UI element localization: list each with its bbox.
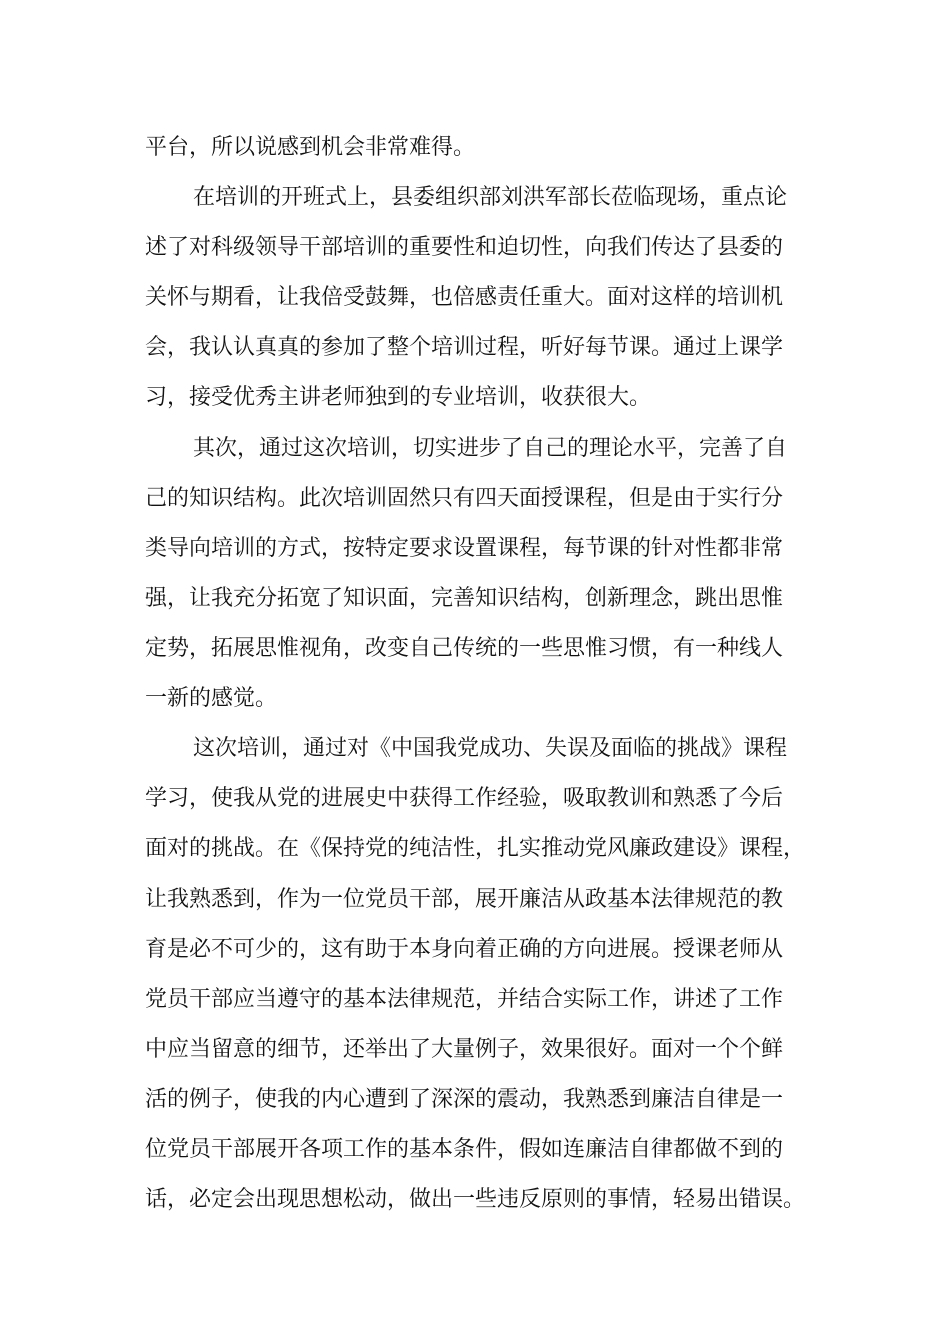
text-line: 话，必定会出现思想松动，做出一些违反原则的事情，轻易出错误。 bbox=[145, 1187, 806, 1212]
text-line: 类导向培训的方式，按特定要求设置课程，每节课的针对性都非常 bbox=[145, 536, 784, 561]
text-line: 会，我认认真真的参加了整个培训过程，听好每节课。通过上课学 bbox=[145, 335, 784, 360]
paragraph-first-line: 其次，通过这次培训，切实进步了自己的理论水平，完善了自 bbox=[193, 436, 788, 461]
text-line: 位党员干部展开各项工作的基本条件，假如连廉洁自律都做不到的 bbox=[145, 1137, 784, 1162]
paragraph-first-line: 在培训的开班式上，县委组织部刘洪军部长莅临现场，重点论 bbox=[193, 185, 788, 210]
text-line: 活的例子，使我的内心遭到了深深的震动，我熟悉到廉洁自律是一 bbox=[145, 1087, 784, 1112]
text-line: 习，接受优秀主讲老师独到的专业培训，收获很大。 bbox=[145, 385, 652, 410]
text-line: 平台，所以说感到机会非常难得。 bbox=[145, 135, 476, 160]
text-line: 面对的挑战。在《保持党的纯洁性，扎实推动党风廉政建设》课程， bbox=[145, 836, 806, 861]
text-line: 党员干部应当遵守的基本法律规范，并结合实际工作，讲述了工作 bbox=[145, 987, 784, 1012]
text-line: 让我熟悉到，作为一位党员干部，展开廉洁从政基本法律规范的教 bbox=[145, 887, 784, 912]
text-line: 关怀与期看，让我倍受鼓舞，也倍感责任重大。面对这样的培训机 bbox=[145, 285, 784, 310]
paragraph-first-line: 这次培训，通过对《中国我党成功、失误及面临的挑战》课程 bbox=[193, 736, 788, 761]
text-line: 一新的感觉。 bbox=[145, 686, 278, 711]
text-line: 学习，使我从党的进展史中获得工作经验，吸取教训和熟悉了今后 bbox=[145, 786, 784, 811]
text-line: 己的知识结构。此次培训固然只有四天面授课程，但是由于实行分 bbox=[145, 486, 784, 511]
text-line: 育是必不可少的，这有助于本身向着正确的方向进展。授课老师从 bbox=[145, 937, 784, 962]
text-line: 强，让我充分拓宽了知识面，完善知识结构，创新理念，跳出思惟 bbox=[145, 586, 784, 611]
text-line: 述了对科级领导干部培训的重要性和迫切性，向我们传达了县委的 bbox=[145, 235, 784, 260]
text-line: 中应当留意的细节，还举出了大量例子，效果很好。面对一个个鲜 bbox=[145, 1037, 784, 1062]
text-line: 定势，拓展思惟视角，改变自己传统的一些思惟习惯，有一种线人 bbox=[145, 636, 784, 661]
